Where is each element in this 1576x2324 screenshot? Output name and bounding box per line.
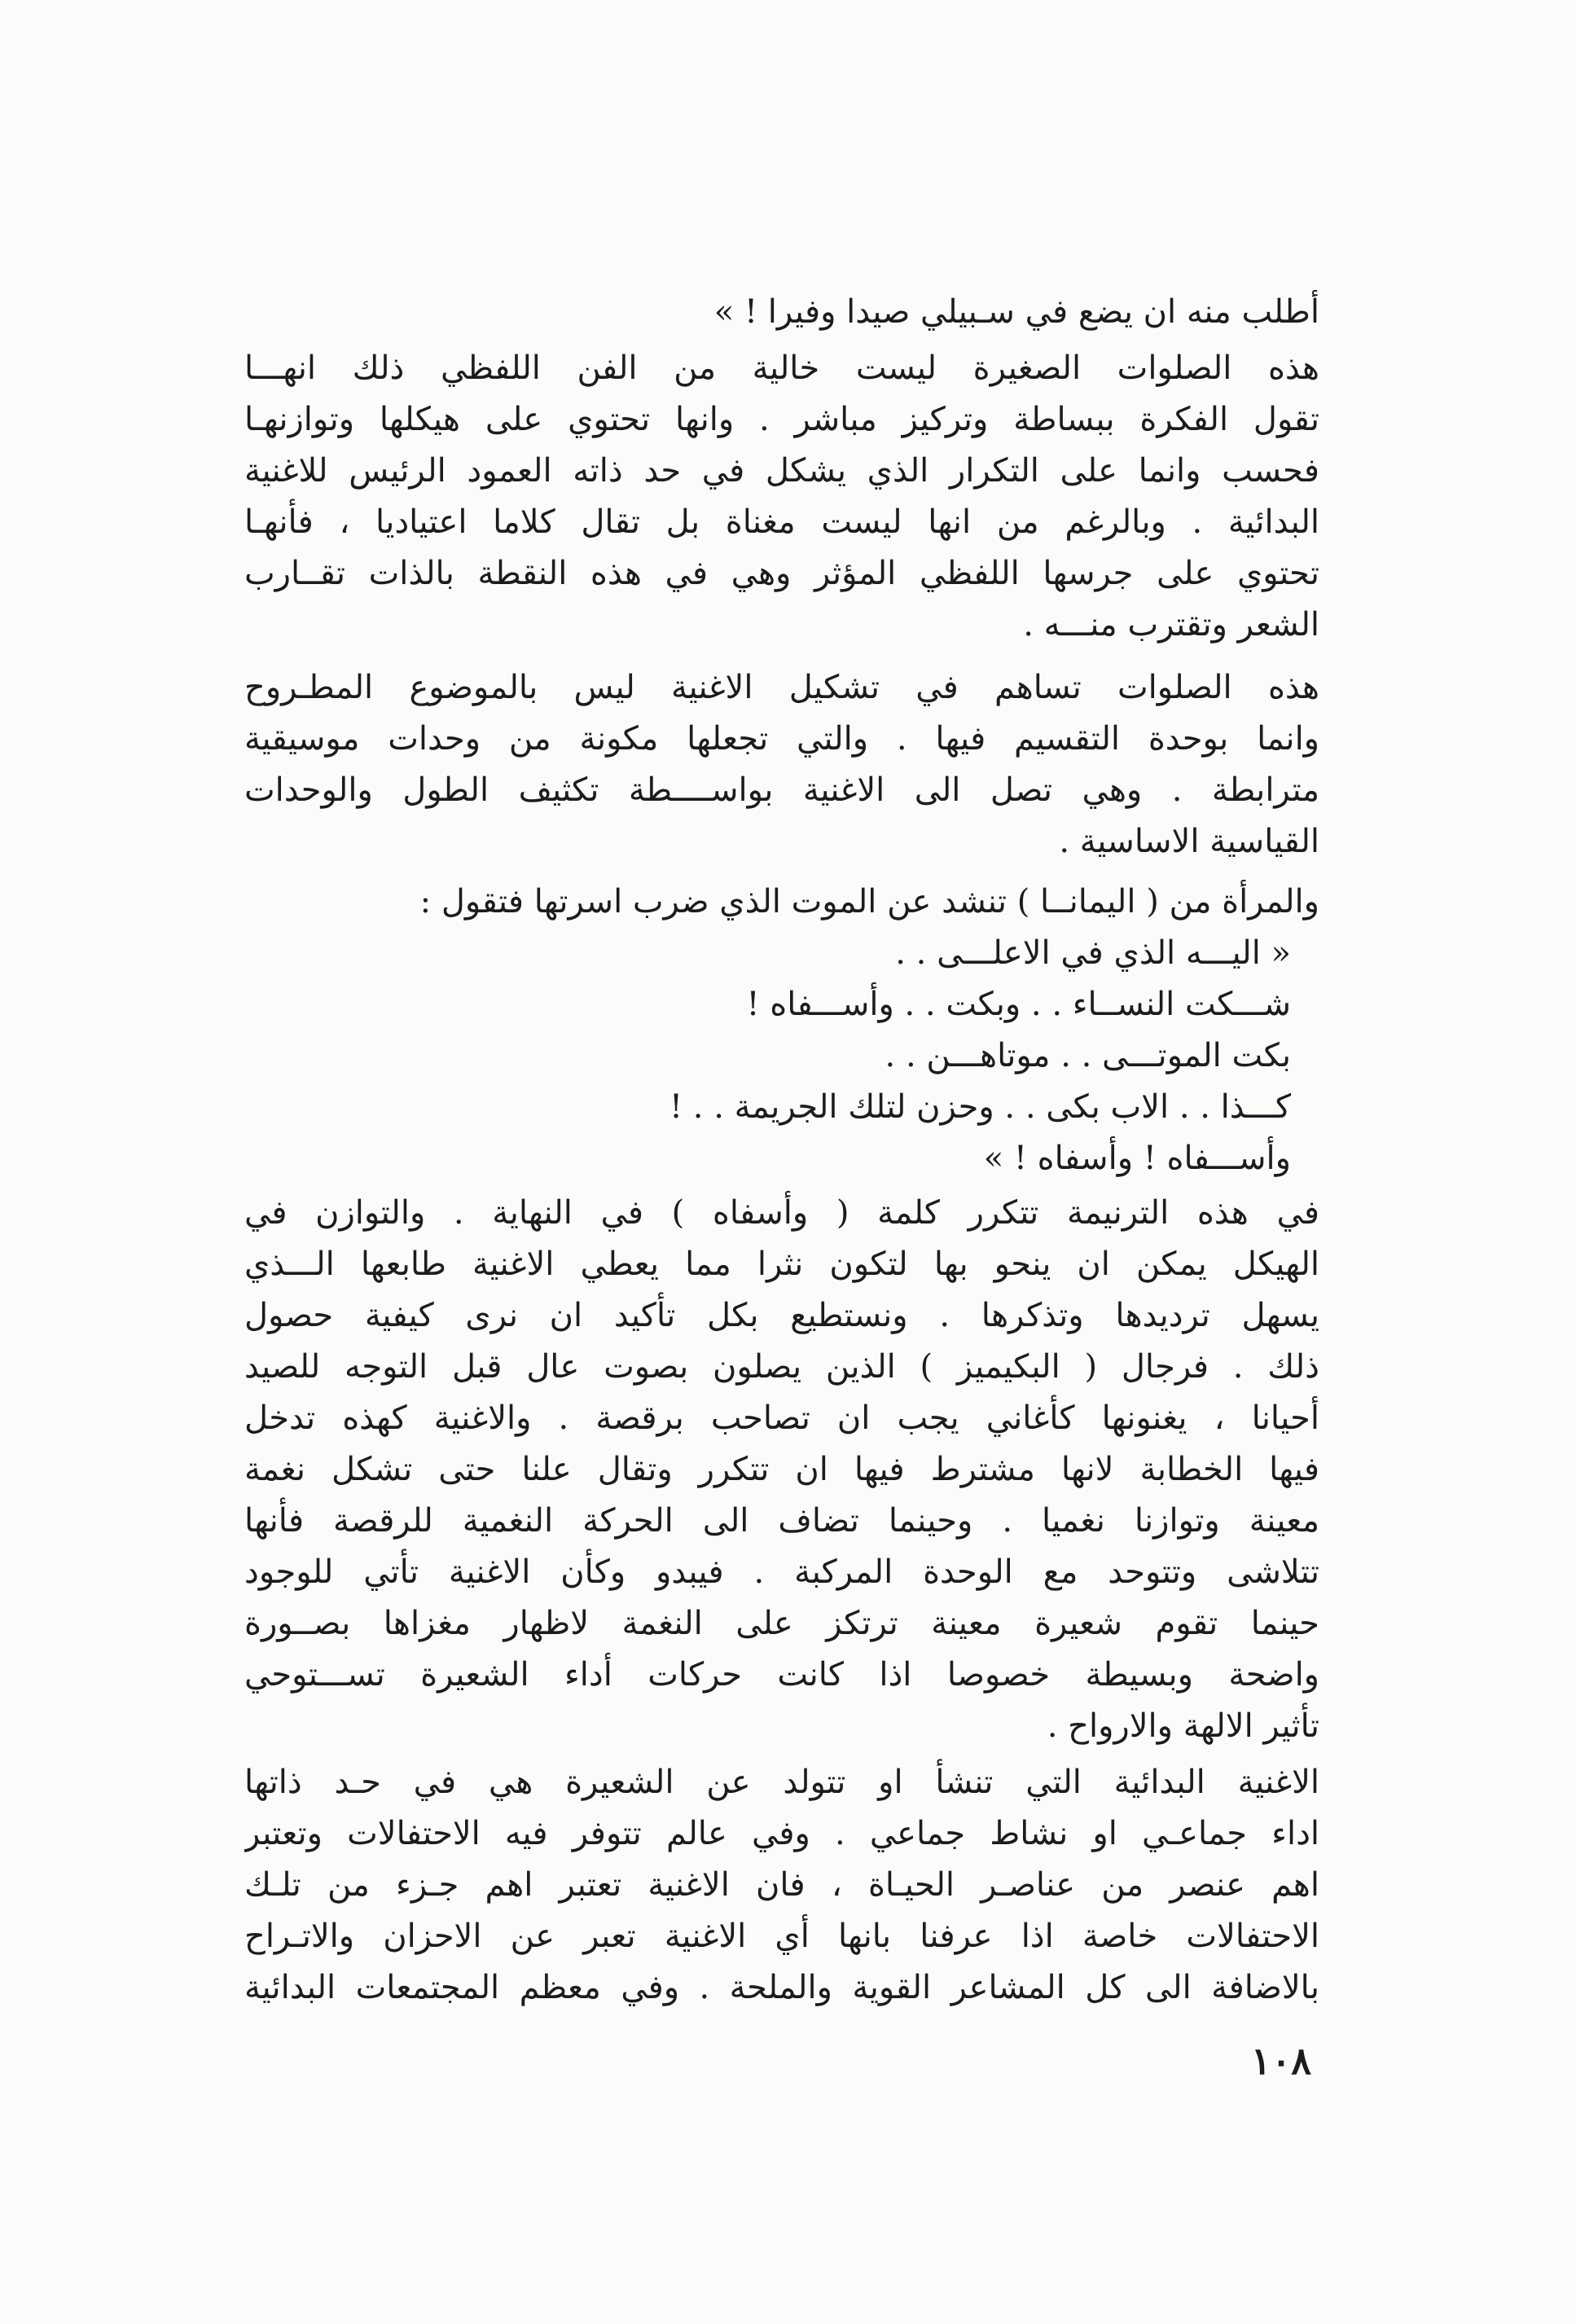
text-line: تأثير الالهة والارواح . <box>1047 1707 1319 1745</box>
text-line: تتلاشى وتتوحد مع الوحدة المركبة . فيبدو وكأن الاغنية تأتي للوجود <box>244 1553 1319 1591</box>
text-line: حينما تقوم شعيرة معينة ترتكز على النغمة لاظهار مغزاها بصــورة <box>244 1605 1319 1642</box>
text-line: فيها الخطابة لانها مشترط فيها ان تتكرر وتقال علنا حتى تشكل نغمة <box>244 1451 1319 1488</box>
poem-verse: وأســـفاه ! وأسفاه ! » <box>983 1140 1291 1177</box>
text-line: الهيكل يمكن ان ينحو بها لتكون نثرا مما يعطي الاغنية طابعها الـــذي <box>244 1245 1319 1283</box>
text-line: ذلك . فرجال ( البكيميز ) الذين يصلون بصوت عال قبل التوجه للصيد <box>244 1348 1319 1386</box>
text-line: واضحة وبسيطة خصوصا اذا كانت حركات أداء الشعيرة تســـتوحي <box>244 1656 1319 1694</box>
paragraph-hymn-repetition <box>244 1188 1319 1752</box>
poem-verse: « اليـــه الذي في الاعلـــى . . <box>895 934 1291 972</box>
quote-ending-line <box>244 287 1319 338</box>
poem-verse: كـــذا . . الاب بكى . . وحزن لتلك الجريمة . . ! <box>669 1088 1291 1126</box>
text-line: تقول الفكرة ببساطة وتركيز مباشر . وانها تحتوي على هيكلها وتوازنهـا <box>244 401 1319 438</box>
text-line: فحسب وانما على التكرار الذي يشكل في حد ذاته العمود الرئيس للاغنية <box>244 452 1319 490</box>
text-line: القياسية الاساسية . <box>1059 823 1319 860</box>
text-line: وانما بوحدة التقسيم فيها . والتي تجعلها مكونة من وحدات موسيقية <box>244 720 1319 758</box>
text-line: معينة وتوازنا نغميا . وحينما تضاف الى الحركة النغمية للرقصة فأنها <box>244 1502 1319 1540</box>
text-line: الاحتفالات خاصة اذا عرفنا بانها أي الاغنية تعبر عن الاحزان والاتـراح <box>244 1918 1319 1955</box>
text-line: اداء جماعـي او نشاط جماعي . وفي عالم تتوفر فيه الاحتفالات وتعتبر <box>244 1815 1319 1852</box>
paragraph-prayers-song-shaping <box>244 662 1319 868</box>
text-line: هذه الصلوات الصغيرة ليست خالية من الفن اللفظي ذلك انهـــا <box>244 349 1319 387</box>
text-line: مترابطة . وهي تصل الى الاغنية بواســــطة تكثيف الطول والوحدات <box>244 771 1319 809</box>
poem-verse: بكت الموتـــى . . موتاهـــن . . <box>885 1037 1291 1074</box>
text-line: هذه الصلوات تساهم في تشكيل الاغنية ليس بالموضوع المطـروح <box>244 669 1319 706</box>
poem-verse: شـــكت النســاء . . وبكت . . وأســـفاه ! <box>746 986 1291 1023</box>
paragraph-ritual-origin <box>244 1757 1319 2014</box>
text-line: اهم عنصر من عناصـر الحيـاة ، فان الاغنية تعتبر اهم جـزء من تلـك <box>244 1866 1319 1904</box>
text-line: في هذه الترنيمة تتكرر كلمة ( وأسفاه ) في النهاية . والتوازن في <box>244 1194 1319 1232</box>
paragraph-prayers-verbal-art <box>244 343 1319 651</box>
poem-intro-line: والمرأة من ( اليمانــا ) تنشد عن الموت الذي ضرب اسرتها فتقول : <box>419 883 1319 920</box>
text-line: الشعر وتقترب منـــه . <box>1023 606 1319 644</box>
text-line: تحتوي على جرسها اللفظي المؤثر وهي في هذه النقطة بالذات تقــارب <box>244 555 1319 592</box>
text-line: يسهل ترديدها وتذكرها . ونستطيع بكل تأكيد ان نرى كيفية حصول <box>244 1297 1319 1334</box>
page-number: ١٠٨ <box>1250 2039 1311 2083</box>
text-line: أطلب منه ان يضع في سـبيلي صيدا وفيرا ! » <box>713 293 1319 331</box>
text-line: الاغنية البدائية التي تنشأ او تتولد عن الشعيرة هي في حـد ذاتها <box>244 1764 1319 1801</box>
text-line: أحيانا ، يغنونها كأغاني يجب ان تصاحب برقصة . والاغنية كهذه تدخل <box>244 1399 1319 1437</box>
poem-quotation <box>244 876 1340 1184</box>
text-line: بالاضافة الى كل المشاعر القوية والملحة . وفي معظم المجتمعات البدائية <box>244 1969 1319 2006</box>
text-line: البدائية . وبالرغم من انها ليست مغناة بل تقال كلاما اعتياديا ، فأنهـا <box>244 503 1319 541</box>
